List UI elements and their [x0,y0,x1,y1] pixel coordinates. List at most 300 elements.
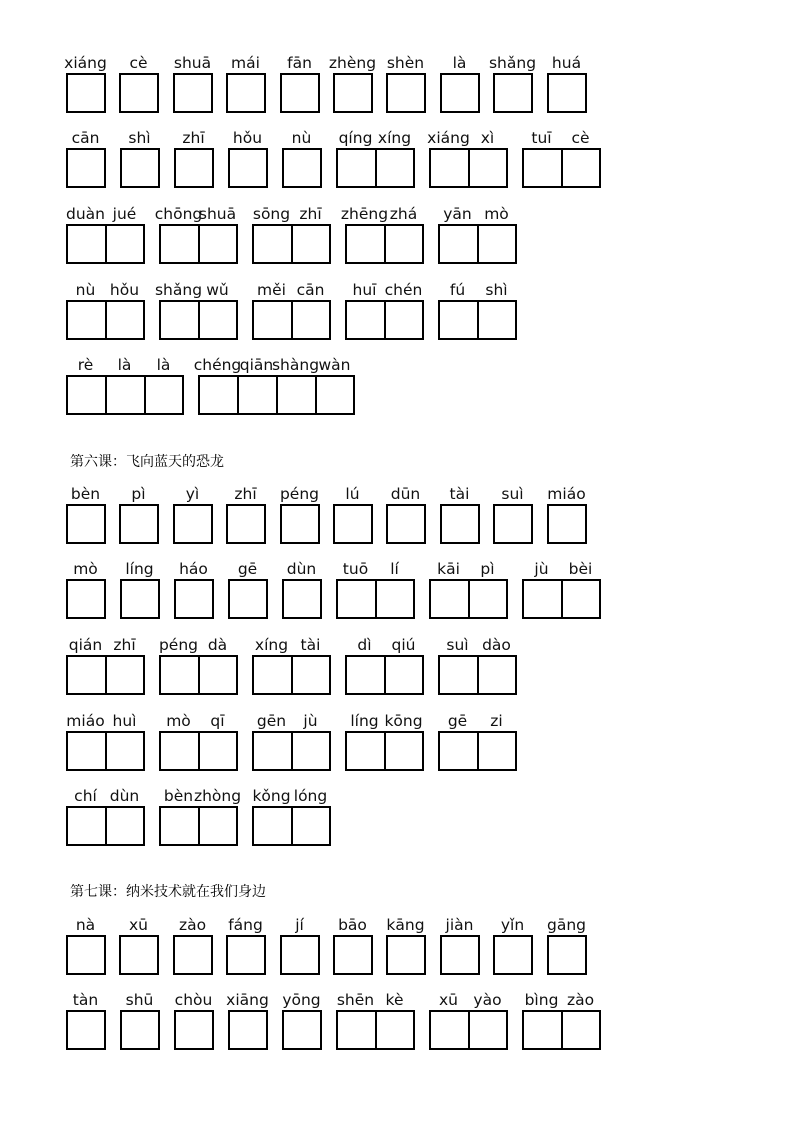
pinyin-label: xíng [377,129,412,147]
writing-box[interactable] [119,73,159,113]
box-group [120,1010,160,1050]
pinyin-label: bāo [338,916,367,934]
pinyin-label: zào [566,991,595,1009]
pinyin-label: kōng [384,712,423,730]
writing-box[interactable] [198,655,238,695]
pinyin-label: bèn [70,485,101,503]
pinyin-label: zhī [299,205,322,223]
writing-box[interactable] [226,73,266,113]
word-group [66,559,105,619]
box-group [336,148,415,188]
writing-box[interactable] [522,1010,563,1050]
writing-box[interactable] [345,224,386,264]
box-group [174,148,214,188]
writing-box[interactable] [159,224,200,264]
writing-box[interactable] [547,73,587,113]
word-group [280,53,319,113]
pinyin-label: shēn [336,991,375,1009]
writing-box[interactable] [66,1010,106,1050]
writing-box[interactable] [120,148,160,188]
pinyin-label: nù [75,281,96,299]
writing-box[interactable] [66,300,107,340]
word-group [440,53,479,113]
word-group [280,484,319,544]
word-group [522,559,600,619]
pinyin-label: měi [257,281,286,299]
pinyin-line [345,280,423,300]
pinyin-label: qiān [239,356,274,374]
writing-box[interactable] [440,73,480,113]
pinyin-line [440,915,479,935]
pinyin-label: chōng [154,205,203,223]
word-group [336,128,414,188]
box-group [226,935,266,975]
pinyin-label: zào [178,916,207,934]
pinyin-line [173,915,212,935]
box-group [280,73,320,113]
word-group [252,635,330,695]
pinyin-line [522,128,600,148]
pinyin-label: nà [75,916,96,934]
box-group [66,806,145,846]
pinyin-line [386,915,425,935]
pinyin-label: hǒu [232,129,263,147]
pinyin-line [252,786,330,806]
box-group [252,731,331,771]
box-group [228,579,268,619]
box-group [438,224,517,264]
pinyin-line [282,990,321,1010]
pinyin-line [386,53,425,73]
pinyin-line [119,53,158,73]
writing-box[interactable] [345,731,386,771]
writing-box[interactable] [159,655,200,695]
word-group [345,711,423,771]
writing-box[interactable] [144,375,184,415]
pinyin-label: fú [449,281,466,299]
box-group [429,148,508,188]
word-group [66,711,144,771]
box-row-3 [0,204,794,264]
pinyin-label: dùn [109,787,140,805]
writing-box[interactable] [291,655,331,695]
box-group [282,579,322,619]
writing-box[interactable] [198,806,238,846]
word-group [66,53,105,113]
writing-box[interactable] [375,1010,415,1050]
word-group [440,915,479,975]
writing-box[interactable] [468,148,508,188]
pinyin-label: zhī [182,129,205,147]
writing-box[interactable] [66,224,107,264]
lesson-6-title: 第六课：飞向蓝天的恐龙 [70,454,224,470]
box-group [547,935,587,975]
writing-box[interactable] [336,579,377,619]
box-row-4 [0,280,794,340]
pinyin-label: dùn [286,560,317,578]
writing-box[interactable] [477,224,517,264]
writing-box[interactable] [280,73,320,113]
writing-box[interactable] [375,579,415,619]
pinyin-label: zhī [234,485,257,503]
writing-box[interactable] [336,1010,377,1050]
writing-box[interactable] [66,504,106,544]
box-group [159,300,238,340]
pinyin-line [440,53,479,73]
pinyin-label: shuā [198,205,237,223]
pinyin-line [386,484,425,504]
pinyin-label: zhī [113,636,136,654]
word-group [120,559,159,619]
pinyin-line [493,915,532,935]
writing-box[interactable] [440,504,480,544]
box-group [438,731,517,771]
pinyin-label: shuā [173,54,212,72]
pinyin-label: tuī [531,129,552,147]
lesson-7-row-1 [0,915,794,975]
pinyin-label: mò [73,560,98,578]
writing-box[interactable] [66,655,107,695]
word-group [66,990,105,1050]
pinyin-label: suì [501,485,524,503]
writing-box[interactable] [228,1010,268,1050]
pinyin-label: là [452,54,467,72]
writing-box[interactable] [105,375,146,415]
pinyin-label: wǔ [206,281,229,299]
pinyin-label: chén [384,281,423,299]
pinyin-label: nù [291,129,312,147]
writing-box[interactable] [522,148,563,188]
writing-box[interactable] [120,579,160,619]
word-group [336,990,414,1050]
writing-box[interactable] [282,1010,322,1050]
pinyin-line [119,484,158,504]
pinyin-label: kè [385,991,404,1009]
word-group [66,484,105,544]
pinyin-line [159,635,237,655]
pinyin-line [328,53,377,73]
writing-box[interactable] [386,73,426,113]
box-group [119,73,159,113]
pinyin-label: huá [551,54,582,72]
writing-box[interactable] [384,655,424,695]
word-group [282,128,321,188]
word-group [438,204,516,264]
pinyin-line [438,204,516,224]
writing-box[interactable] [226,935,266,975]
pinyin-label: mò [484,205,509,223]
writing-box[interactable] [120,1010,160,1050]
pinyin-line [119,915,158,935]
writing-box[interactable] [119,504,159,544]
box-group [282,148,322,188]
pinyin-label: qī [210,712,225,730]
pinyin-label: xū [129,916,148,934]
writing-box[interactable] [159,731,200,771]
word-group [228,559,267,619]
word-group [119,915,158,975]
pinyin-label: líng [125,560,154,578]
writing-box[interactable] [561,148,601,188]
writing-box[interactable] [198,731,238,771]
box-group [66,1010,106,1050]
pinyin-line [173,53,212,73]
pinyin-label: péng [158,636,199,654]
pinyin-line [547,484,586,504]
writing-box[interactable] [429,148,470,188]
writing-box[interactable] [333,935,373,975]
pinyin-label: cè [571,129,590,147]
writing-box[interactable] [105,300,145,340]
pinyin-label: suì [446,636,469,654]
writing-box[interactable] [561,1010,601,1050]
writing-box[interactable] [282,579,322,619]
writing-box[interactable] [291,806,331,846]
writing-box[interactable] [561,579,601,619]
word-group [252,204,330,264]
writing-box[interactable] [336,148,377,188]
box-group [522,148,601,188]
word-group [66,355,183,415]
writing-box[interactable] [66,148,106,188]
writing-box[interactable] [384,300,424,340]
pinyin-line [120,128,159,148]
writing-box[interactable] [66,375,107,415]
box-group [119,504,159,544]
pinyin-label: yǐn [500,916,525,934]
pinyin-label: shèn [386,54,425,72]
writing-box[interactable] [477,300,517,340]
writing-box[interactable] [252,224,293,264]
writing-box[interactable] [438,300,479,340]
writing-box[interactable] [228,579,268,619]
box-group [252,300,331,340]
pinyin-line [429,990,507,1010]
writing-box[interactable] [429,579,470,619]
word-group [66,915,105,975]
writing-box[interactable] [438,731,479,771]
writing-box[interactable] [291,731,331,771]
lesson-6-row-1 [0,484,794,544]
writing-box[interactable] [174,1010,214,1050]
word-group [66,635,144,695]
writing-box[interactable] [105,731,145,771]
pinyin-label: tàn [72,991,99,1009]
box-group [66,579,106,619]
writing-box[interactable] [198,300,238,340]
writing-box[interactable] [173,73,213,113]
pinyin-line [547,53,586,73]
pinyin-label: là [117,356,132,374]
pinyin-label: gē [447,712,468,730]
writing-box[interactable] [174,148,214,188]
writing-box[interactable] [493,504,533,544]
box-group [159,655,238,695]
writing-box[interactable] [386,935,426,975]
word-group [154,280,237,340]
pinyin-label: háo [179,560,208,578]
writing-box[interactable] [280,504,320,544]
writing-box[interactable] [375,148,415,188]
word-group [159,711,237,771]
box-group [252,655,331,695]
box-group [66,148,106,188]
word-group [328,53,377,113]
writing-box[interactable] [252,300,293,340]
pinyin-label: yào [473,991,502,1009]
writing-box[interactable] [159,300,200,340]
writing-box[interactable] [252,655,293,695]
word-group [547,53,586,113]
pinyin-line [66,786,144,806]
box-group [66,935,106,975]
word-group [173,915,212,975]
box-group [386,504,426,544]
pinyin-label: shàng [271,356,320,374]
writing-box[interactable] [386,504,426,544]
pinyin-label: shǎng [488,54,537,72]
pinyin-line [547,915,586,935]
pinyin-label: duàn [66,205,105,223]
pinyin-line [252,711,330,731]
writing-box[interactable] [315,375,355,415]
writing-box[interactable] [493,935,533,975]
writing-box[interactable] [547,504,587,544]
writing-box[interactable] [429,1010,470,1050]
pinyin-line [228,559,267,579]
writing-box[interactable] [105,224,145,264]
pinyin-label: chòu [174,991,213,1009]
box-group [345,300,424,340]
writing-box[interactable] [159,806,200,846]
writing-box[interactable] [477,655,517,695]
writing-box[interactable] [291,300,331,340]
word-group [345,280,423,340]
pinyin-label: xì [480,129,495,147]
writing-box[interactable] [477,731,517,771]
box-group [159,806,238,846]
word-group [438,635,516,695]
pinyin-label: huī [352,281,377,299]
writing-box[interactable] [252,731,293,771]
pinyin-label: lí [390,560,399,578]
writing-box[interactable] [291,224,331,264]
pinyin-label: jué [112,205,137,223]
writing-box[interactable] [547,935,587,975]
word-group [120,990,159,1050]
word-group [174,990,213,1050]
box-group [173,73,213,113]
pinyin-label: tuō [342,560,369,578]
writing-box[interactable] [237,375,278,415]
pinyin-label: jù [303,712,318,730]
writing-box[interactable] [66,935,106,975]
word-group [522,128,600,188]
writing-box[interactable] [438,655,479,695]
writing-box[interactable] [438,224,479,264]
pinyin-line [174,559,213,579]
pinyin-line [226,484,265,504]
pinyin-line [159,711,237,731]
writing-box[interactable] [468,579,508,619]
writing-box[interactable] [198,224,238,264]
pinyin-label: yōng [282,991,321,1009]
writing-box[interactable] [280,935,320,975]
word-group [66,280,144,340]
word-group [386,53,425,113]
writing-box[interactable] [119,935,159,975]
writing-box[interactable] [522,579,563,619]
box-group [66,731,145,771]
word-group [174,128,213,188]
word-group [226,915,265,975]
writing-box[interactable] [333,73,373,113]
word-group [333,915,372,975]
word-group [119,53,158,113]
writing-box[interactable] [252,806,293,846]
writing-box[interactable] [345,655,386,695]
pinyin-label: gāng [547,916,586,934]
writing-box[interactable] [468,1010,508,1050]
writing-box[interactable] [105,806,145,846]
pinyin-label: wàn [318,356,351,374]
writing-box[interactable] [333,504,373,544]
writing-box[interactable] [105,655,145,695]
writing-box[interactable] [440,935,480,975]
box-group [345,655,424,695]
word-group [252,280,330,340]
writing-box[interactable] [493,73,533,113]
pinyin-label: yān [443,205,472,223]
pinyin-label: cān [296,281,325,299]
writing-box[interactable] [282,148,322,188]
pinyin-label: rè [77,356,94,374]
pinyin-line [66,559,105,579]
writing-box[interactable] [384,731,424,771]
writing-box[interactable] [66,731,107,771]
word-group [159,635,237,695]
word-group [547,484,586,544]
writing-box[interactable] [66,806,107,846]
word-group [429,128,507,188]
writing-box[interactable] [173,935,213,975]
writing-box[interactable] [345,300,386,340]
writing-box[interactable] [198,375,239,415]
pinyin-line [66,204,144,224]
writing-box[interactable] [174,579,214,619]
writing-box[interactable] [276,375,317,415]
writing-box[interactable] [228,148,268,188]
pinyin-line [522,559,600,579]
box-group [547,73,587,113]
box-group [198,375,355,415]
pinyin-label: yì [185,485,200,503]
box-group [333,935,373,975]
pinyin-label: péng [279,485,320,503]
writing-box[interactable] [384,224,424,264]
writing-box[interactable] [66,73,106,113]
pinyin-line [493,484,532,504]
pinyin-line [345,711,423,731]
writing-box[interactable] [173,504,213,544]
box-group [159,731,238,771]
box-group [66,504,106,544]
word-group [440,484,479,544]
word-group [493,484,532,544]
writing-box[interactable] [226,504,266,544]
writing-box[interactable] [66,579,106,619]
box-group [252,806,331,846]
